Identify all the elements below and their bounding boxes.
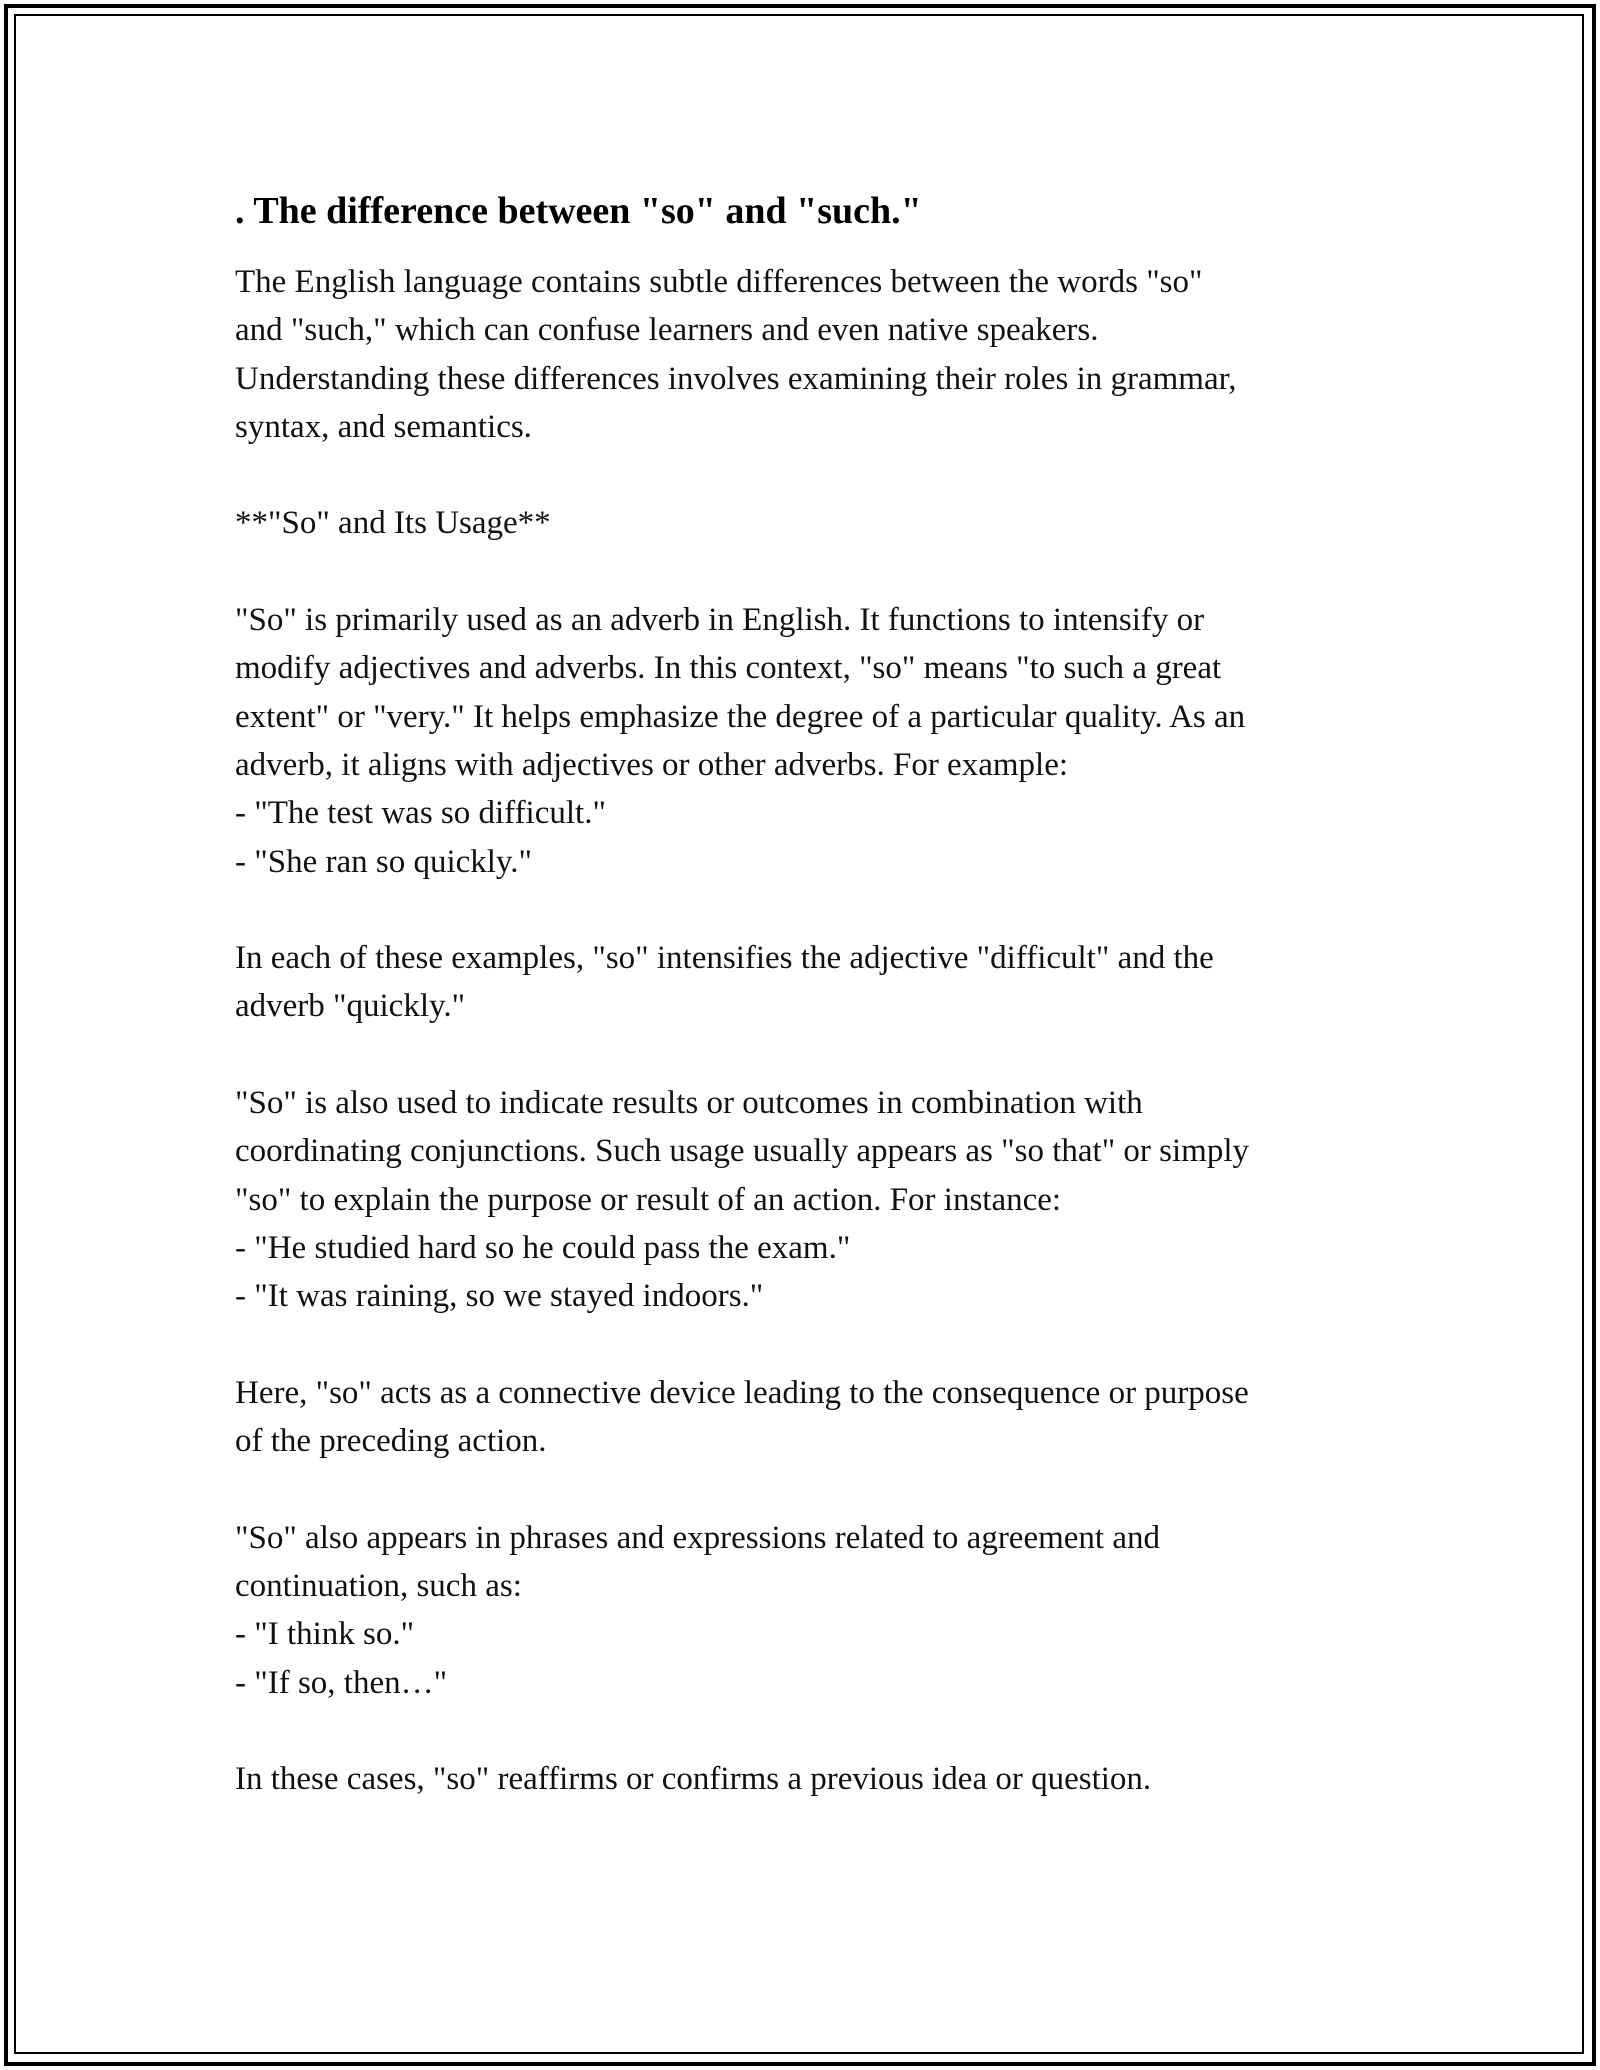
- text-line: and "such," which can confuse learners and even native speakers.: [235, 312, 1099, 349]
- paragraph: [235, 934, 1385, 1031]
- text-line: Understanding these differences involves examining their roles in grammar,: [235, 360, 1237, 397]
- text-line: The English language contains subtle differences between the words "so": [235, 264, 1203, 300]
- document-body: [235, 186, 1385, 1852]
- paragraph-list: [235, 258, 1385, 1804]
- paragraph: [235, 596, 1385, 886]
- paragraph: [235, 499, 1385, 547]
- paragraph: [235, 1755, 1385, 1803]
- text-line: syntax, and semantics.: [235, 408, 532, 445]
- text-line: adverb "quickly.": [235, 988, 466, 1025]
- text-line: "so" to explain the purpose or result of an action. For instance:: [235, 1181, 1062, 1218]
- text-line: - "If so, then…": [235, 1664, 448, 1701]
- text-line: - "She ran so quickly.": [235, 843, 532, 880]
- document-title: . The difference between "so" and "such.": [235, 190, 922, 232]
- text-line: In each of these examples, "so" intensifies the adjective "difficult" and the: [235, 940, 1214, 977]
- text-line: "So" is also used to indicate results or outcomes in combination with: [235, 1085, 1143, 1122]
- text-line: - "I think so.": [235, 1616, 415, 1653]
- text-line: **"So" and Its Usage**: [235, 505, 551, 542]
- text-line: "So" is primarily used as an adverb in English. It functions to intensify or: [235, 602, 1205, 639]
- paragraph: [235, 1369, 1385, 1466]
- text-line: extent" or "very." It helps emphasize the degree of a particular quality. As an: [235, 698, 1246, 735]
- text-line: "So" also appears in phrases and expressions related to agreement and: [235, 1519, 1160, 1556]
- text-line: - "It was raining, so we stayed indoors.": [235, 1278, 764, 1315]
- text-line: of the preceding action.: [235, 1423, 547, 1460]
- text-line: adverb, it aligns with adjectives or other adverbs. For example:: [235, 746, 1069, 783]
- text-line: In these cases, "so" reaffirms or confirms a previous idea or question.: [235, 1761, 1152, 1798]
- text-line: continuation, such as:: [235, 1568, 522, 1605]
- paragraph: [235, 1514, 1385, 1707]
- text-line: Here, "so" acts as a connective device leading to the consequence or purpose: [235, 1374, 1249, 1411]
- text-line: modify adjectives and adverbs. In this context, "so" means "to such a great: [235, 650, 1222, 687]
- paragraph: [235, 258, 1385, 451]
- text-line: - "The test was so difficult.": [235, 795, 606, 832]
- text-line: - "He studied hard so he could pass the exam.": [235, 1229, 851, 1266]
- text-line: coordinating conjunctions. Such usage usually appears as "so that" or simply: [235, 1133, 1250, 1170]
- paragraph: [235, 1079, 1385, 1320]
